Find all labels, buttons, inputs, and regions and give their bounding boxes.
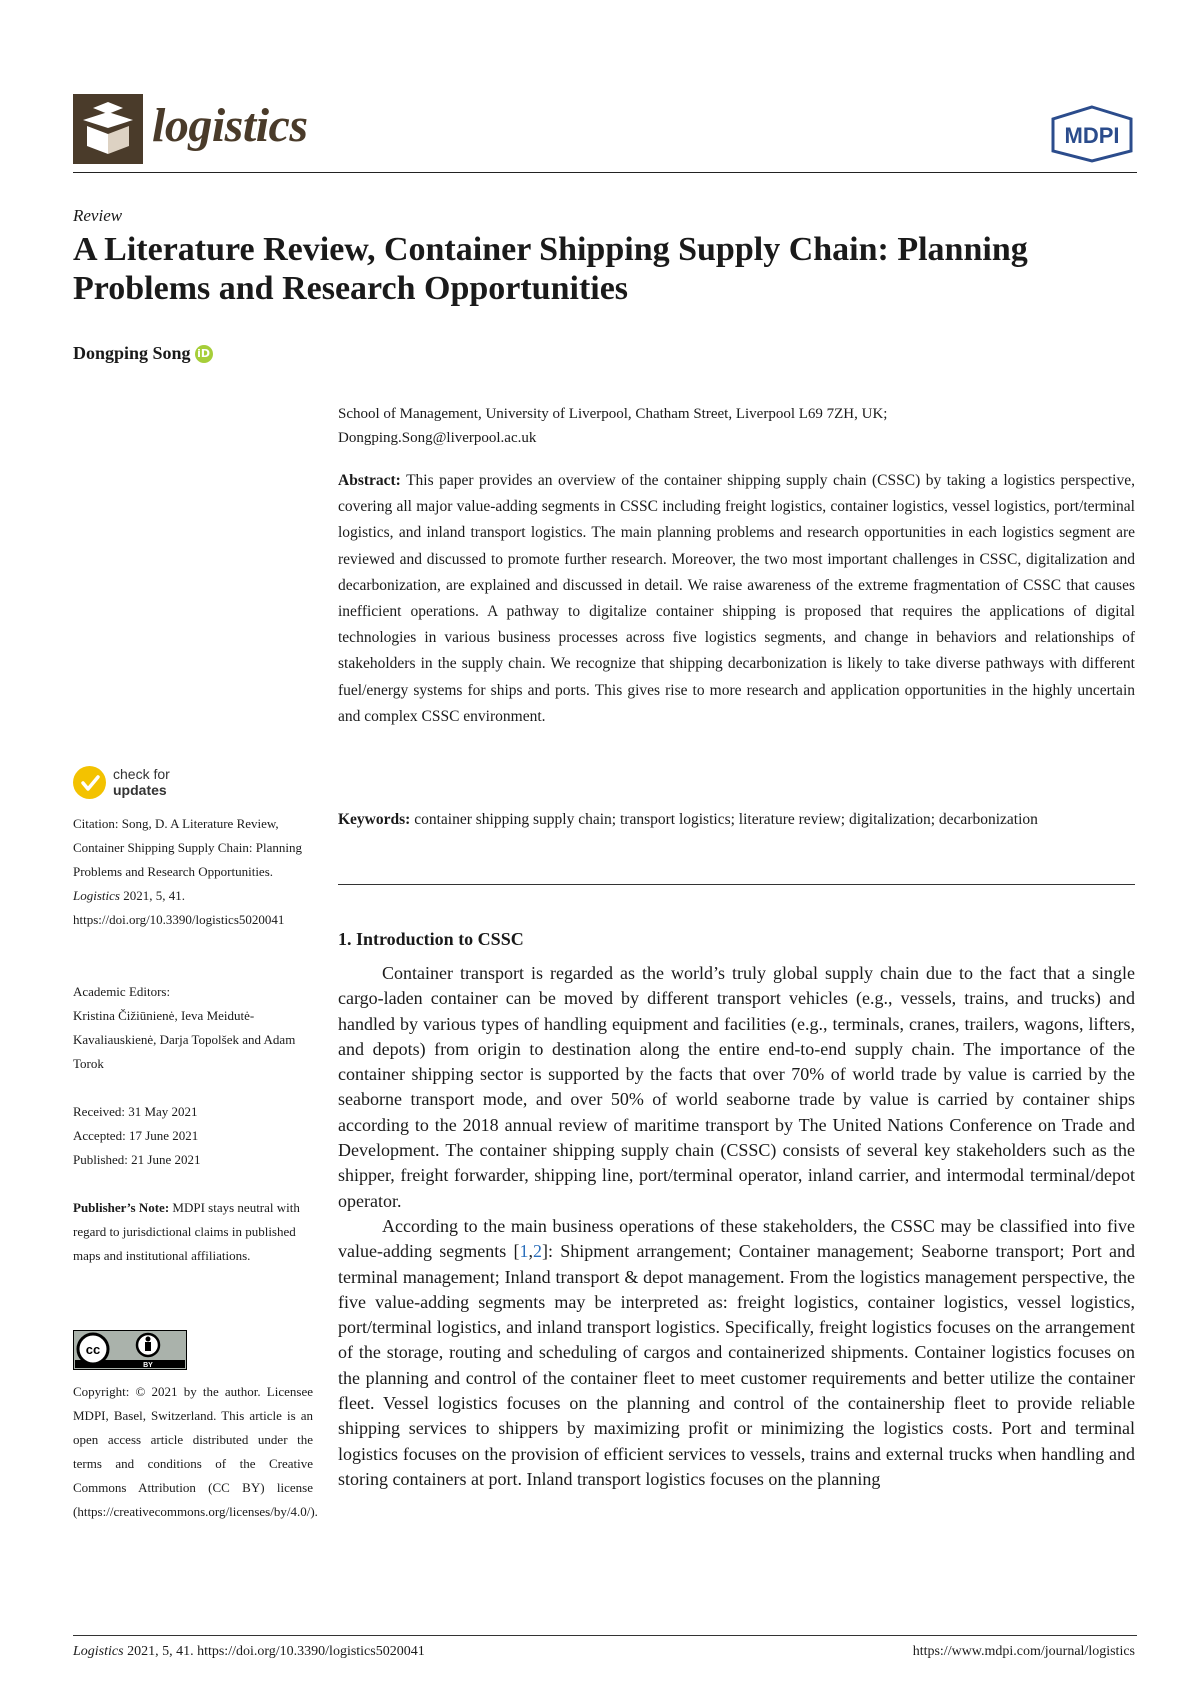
abstract — [338, 468, 1135, 730]
published-date: Published: 21 June 2021 — [73, 1152, 201, 1167]
affiliation-address: School of Management, University of Liverpool, Chatham Street, Liverpool L69 7ZH, UK; — [338, 406, 888, 422]
orcid-icon[interactable]: iD — [195, 345, 213, 363]
journal-name: logistics — [152, 99, 308, 152]
reference-link[interactable]: 1 — [519, 1241, 529, 1262]
editors-label: Academic Editors: — [73, 984, 171, 999]
article-title: A Literature Review, Container Shipping Supply Chain: Planning Problems and Research Opportunities — [73, 231, 1028, 307]
accepted-date: Accepted: 17 June 2021 — [73, 1128, 199, 1143]
pubnote-label: Publisher’s Note: — [73, 1200, 170, 1215]
footer-journal-url[interactable]: https://www.mdpi.com/journal/logistics — [912, 1644, 1135, 1659]
check-for-updates-badge[interactable] — [73, 766, 183, 802]
check-for-updates-label: check for updates — [113, 766, 170, 798]
affiliation — [338, 402, 1138, 450]
checkmark-icon — [77, 770, 103, 796]
citation — [73, 812, 313, 932]
academic-editors — [73, 980, 313, 1076]
publishers-note — [73, 1196, 313, 1268]
section-heading: 1. Introduction to CSSC — [338, 929, 524, 949]
keywords-label: Keywords: — [338, 811, 411, 828]
footer-journal: Logistics — [73, 1644, 124, 1659]
citation-doi[interactable]: 2021, 5, 41. https://doi.org/10.3390/logistics5020041 — [73, 888, 285, 927]
article-type: Review — [73, 206, 123, 225]
mdpi-logo-icon — [1049, 105, 1135, 163]
abstract-divider — [338, 884, 1135, 885]
reference-link[interactable]: 2 — [533, 1241, 542, 1262]
publication-dates — [73, 1100, 313, 1172]
svg-text:cc: cc — [85, 1342, 101, 1357]
keywords — [338, 807, 1135, 833]
paragraph: According to the main business operations of these stakeholders, the CSSC may be classified into five value-adding segments [1,2]: Shipment arrangement; Container management; Seaborne transport; Port and terminal management; Inland transport & depot management. From the logistics management perspective, the five value-adding segments may be interpreted as: freight logistics, container logistics, vessel logistics, port/terminal logistics, and inland transport logistics. Specifically, freight logistics focuses on the arrangement of the storage, routing and scheduling of cargos and containerized shipments. Container logistics focuses on the planning and control of the container fleet to meet customer requirements and better utilize the container fleet. Vessel logistics focuses on the planning and control of the containership fleet to provide reliable shipping services to shippers by maximizing profit or minimizing the logistics costs. Port and terminal logistics focuses on the provision of efficient services to vessels, trains and external trucks when handling and storing containers at port. Inland transport logistics focuses on the planning — [338, 1215, 1136, 1489]
affiliation-email[interactable]: Dongping.Song@liverpool.ac.uk — [338, 430, 537, 446]
body-text — [338, 961, 1135, 1492]
pubnote-text: MDPI stays neutral with regard to jurisdictional claims in published maps and institutional affiliations. — [73, 1200, 300, 1263]
editors-names: Kristina Čižiūnienė, Ieva Meidutė-Kavaliauskienė, Darja Topolšek and Adam Torok — [73, 1008, 296, 1071]
cc-by-license-icon[interactable] — [73, 1330, 187, 1370]
citation-text: Song, D. A Literature Review, Container Shipping Supply Chain: Planning Problems and Research Opportunities. — [73, 816, 302, 879]
author-line — [73, 343, 213, 364]
footer-divider — [73, 1635, 1137, 1636]
footer-doi[interactable]: 2021, 5, 41. https://doi.org/10.3390/logistics5020041 — [127, 1644, 425, 1659]
footer-citation — [73, 1644, 425, 1660]
citation-journal: Logistics — [73, 888, 120, 903]
keywords-text: container shipping supply chain; transport logistics; literature review; digitalization; decarbonization — [414, 811, 1038, 828]
abstract-label: Abstract: — [338, 472, 401, 489]
paragraph: Container transport is regarded as the world’s truly global supply chain due to the fact that a single cargo-laden container can be moved by different transport vehicles (e.g., vessels, trains, and trucks) and handled by various types of handling equipment and facilities (e.g., terminals, cranes, trailers, wagons, lifters, and depots) from origin to destination along the entire end-to-end supply chain. The importance of the container shipping sector is supported by the facts that over 70% of world trade by value is carried by the seaborne transport mode, and over 50% of world seaborne trade by value is carried by container ships according to the 2018 annual review of maritime transport by The United Nations Conference on Trade and Development. The container shipping supply chain (CSSC) consists of several key stakeholders such as the shipper, freight forwarder, shipping line, port/terminal operator, inland carrier, and intermodal terminal/depot operator. — [338, 963, 1135, 1211]
author-name: Dongping Song — [73, 343, 191, 363]
svg-text:BY: BY — [143, 1362, 153, 1369]
header-divider — [73, 172, 1137, 173]
citation-label: Citation: — [73, 816, 119, 831]
svg-text:MDPI: MDPI — [1064, 123, 1120, 148]
copyright-notice: Copyright: © 2021 by the author. Licensee MDPI, Basel, Switzerland. This article is an open access article distributed under the terms and conditions of the Creative Commons Attribution (CC BY) license (https://creativecommons.org/licenses/by/4.0/). — [73, 1384, 318, 1519]
received-date: Received: 31 May 2021 — [73, 1104, 198, 1119]
abstract-text: This paper provides an overview of the container shipping supply chain (CSSC) by taking a logistics perspective, covering all major value-adding segments in CSSC including freight logistics, container logistics, vessel logistics, port/terminal logistics, and inland transport logistics. The main planning problems and research opportunities in each logistics segment are reviewed and discussed to promote further research. Moreover, the two most important challenges in CSSC, digitalization and decarbonization, are explained and discussed in detail. We raise awareness of the extreme fragmentation of CSSC that causes inefficient operations. A pathway to digitalize container shipping is proposed that requires the applications of digital technologies in various business processes across five logistics segments, and change in behaviors and relationships of stakeholders in the supply chain. We recognize that shipping decarbonization is likely to take diverse pathways with different fuel/energy systems for ships and ports. This gives rise to more research and application opportunities in the highly uncertain and complex CSSC environment. — [338, 472, 1135, 725]
journal-logo-icon — [73, 94, 143, 164]
